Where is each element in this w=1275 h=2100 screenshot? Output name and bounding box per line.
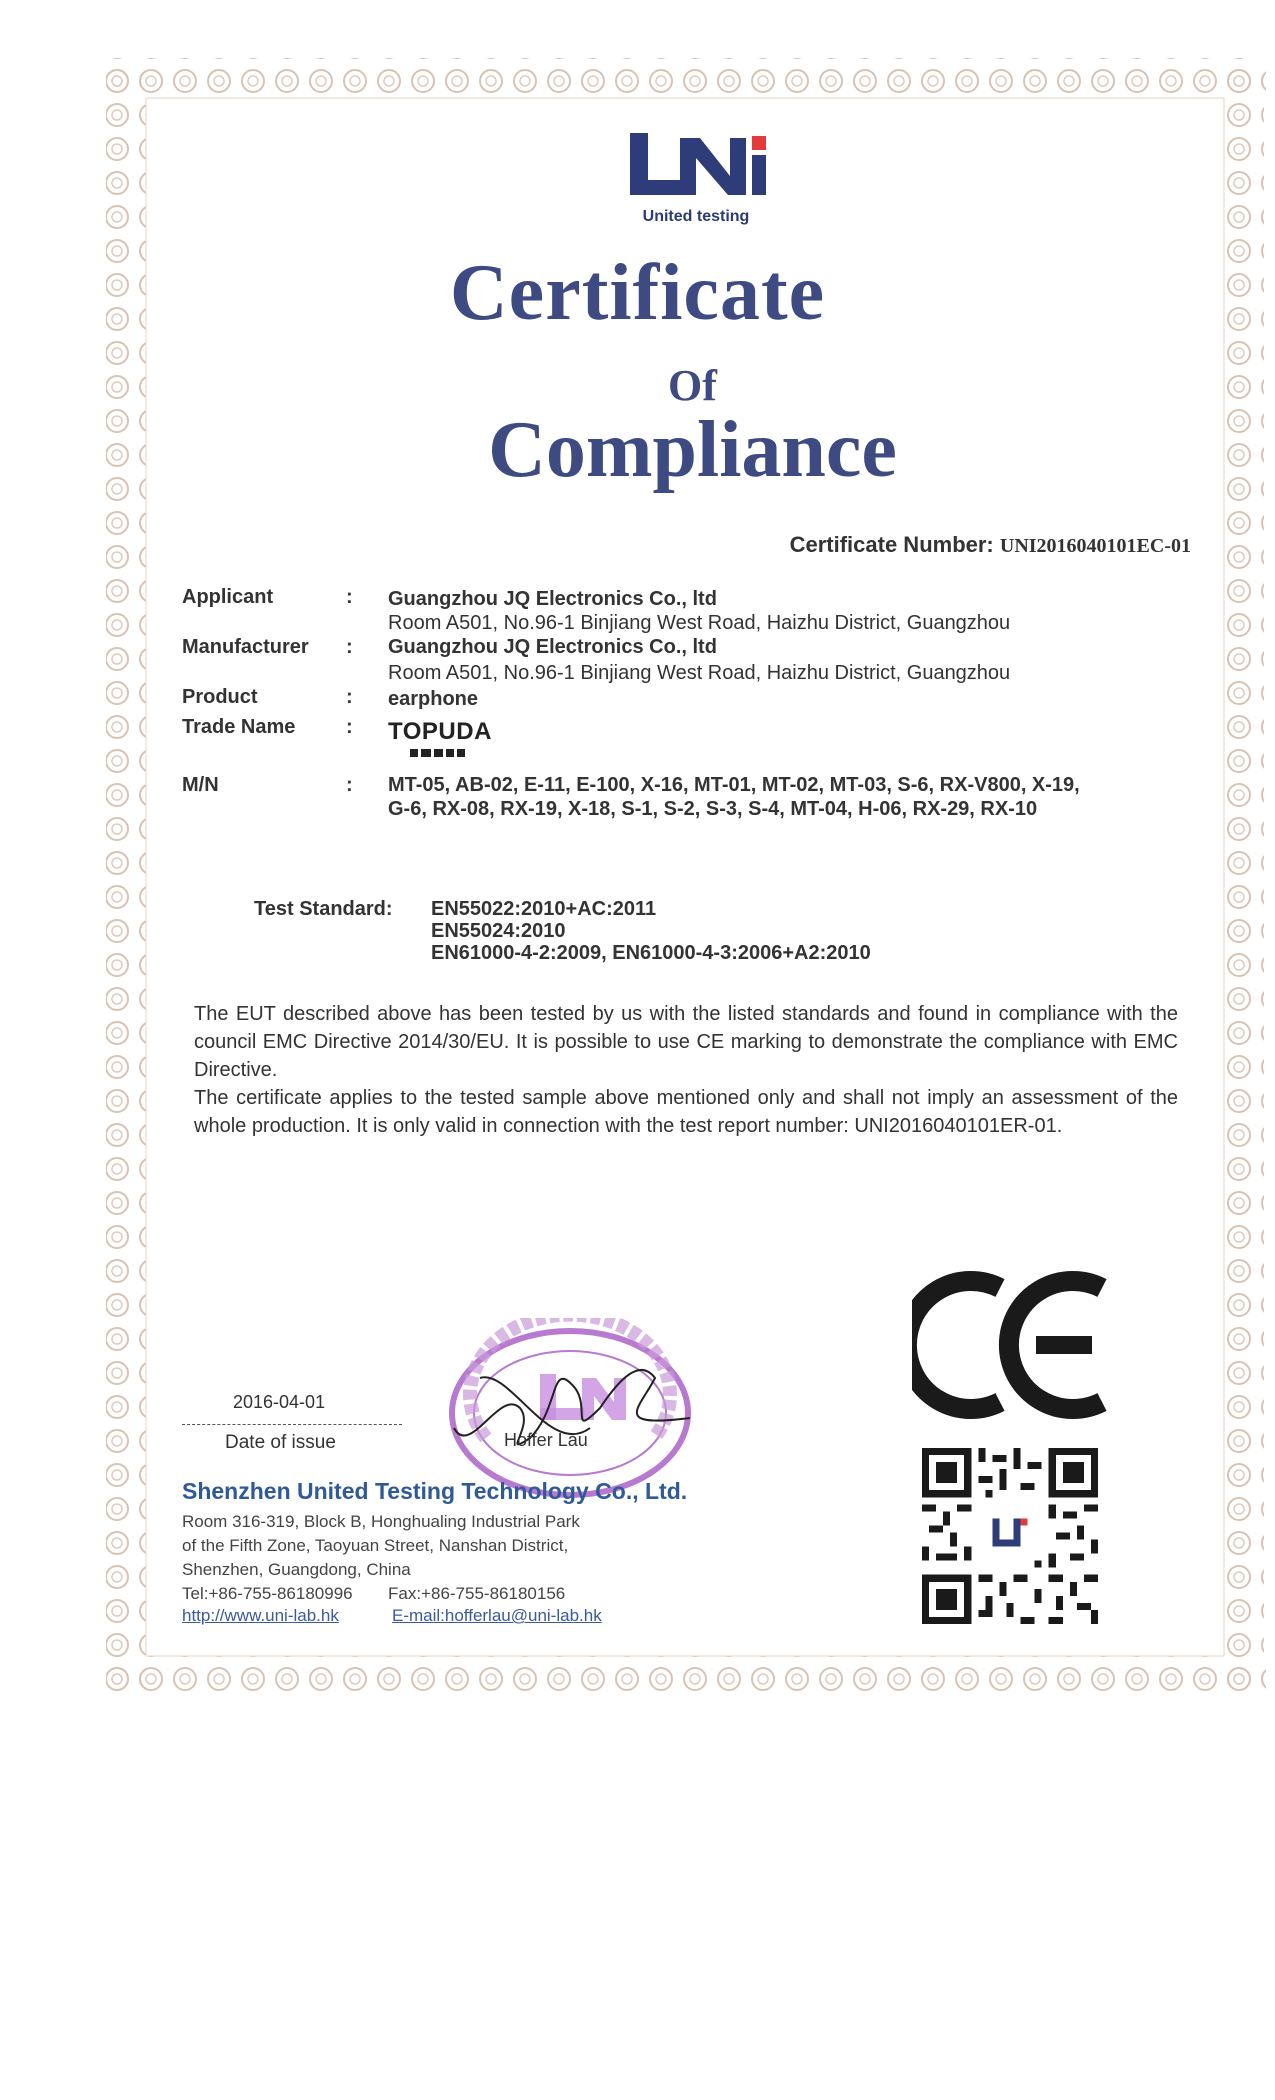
manufacturer-address: Room A501, No.96-1 Binjiang West Road, Haizhu District, Guangzhou bbox=[388, 662, 1011, 684]
issue-date-label: Date of issue bbox=[225, 1432, 336, 1453]
trade-name-logo: TOPUDA bbox=[388, 718, 492, 745]
certificate-number bbox=[790, 532, 1191, 558]
product-value: earphone bbox=[388, 688, 479, 710]
product-label: Product bbox=[182, 686, 258, 708]
manufacturer-name: Guangzhou JQ Electronics Co., ltd bbox=[388, 636, 717, 658]
issuer-address-2: of the Fifth Zone, Taoyuan Street, Nanshan District, bbox=[182, 1536, 569, 1555]
title-compliance: Compliance bbox=[488, 406, 897, 494]
issue-date-line bbox=[182, 1424, 402, 1425]
test-standard-label: Test Standard: bbox=[254, 898, 393, 920]
signer-name: Hoffer Lau bbox=[504, 1430, 588, 1450]
issuer-website-link[interactable]: http://www.uni-lab.hk bbox=[182, 1606, 339, 1625]
applicant-colon: : bbox=[346, 586, 353, 608]
logo-tagline: United testing bbox=[642, 208, 750, 225]
applicant-address: Room A501, No.96-1 Binjiang West Road, Haizhu District, Guangzhou bbox=[388, 612, 1011, 634]
trade-name-colon: : bbox=[346, 716, 353, 738]
manufacturer-label: Manufacturer bbox=[182, 636, 309, 658]
compliance-paragraph: The EUT described above has been tested by us with the listed standards and found in compliance with the council EMC Directive 2014/30/EU. It is possible to use CE marking to demonstrate the compliance with EMC Directive. bbox=[194, 1003, 1178, 1081]
issuer-tel: Tel:+86-755-86180996 bbox=[182, 1584, 353, 1603]
product-colon: : bbox=[346, 686, 353, 708]
mn-line-1: MT-05, AB-02, E-11, E-100, X-16, MT-01, MT-02, MT-03, S-6, RX-V800, X-19, bbox=[388, 774, 1080, 796]
ce-mark-icon bbox=[912, 1270, 1112, 1420]
title-of: Of bbox=[668, 361, 717, 410]
trade-name-chinese-mark bbox=[410, 748, 466, 758]
certificate-number-label: Certificate Number: bbox=[789, 532, 994, 557]
mn-label: M/N bbox=[182, 774, 219, 796]
test-standard-line-1: EN55022:2010+AC:2011 bbox=[431, 898, 657, 920]
issuer-company: Shenzhen United Testing Technology Co., Ltd. bbox=[182, 1478, 688, 1504]
test-standard-line-2: EN55024:2010 bbox=[431, 920, 566, 942]
issuer-email-link[interactable]: E-mail:hofferlau@uni-lab.hk bbox=[392, 1606, 602, 1625]
applicant-name: Guangzhou JQ Electronics Co., ltd bbox=[388, 588, 717, 610]
title-certificate: Certificate bbox=[449, 249, 826, 337]
issuer-fax: Fax:+86-755-86180156 bbox=[388, 1584, 566, 1603]
test-standard-line-3: EN61000-4-2:2009, EN61000-4-3:2006+A2:2010 bbox=[431, 942, 871, 964]
mn-line-2: G-6, RX-08, RX-19, X-18, S-1, S-2, S-3, S-4, MT-04, H-06, RX-29, RX-10 bbox=[388, 798, 1038, 820]
certificate-number-value: UNI2016040101EC-01 bbox=[999, 535, 1191, 557]
issuer-address-1: Room 316-319, Block B, Honghualing Industrial Park bbox=[182, 1512, 580, 1531]
validity-paragraph: The certificate applies to the tested sample above mentioned only and shall not imply an assessment of the whole production. It is only valid in connection with the test report number: UNI2016040101ER-01. bbox=[194, 1087, 1178, 1137]
applicant-label: Applicant bbox=[182, 586, 274, 608]
issue-date: 2016-04-01 bbox=[233, 1392, 326, 1412]
mn-colon: : bbox=[346, 774, 353, 796]
manufacturer-colon: : bbox=[346, 636, 353, 658]
trade-name-label: Trade Name bbox=[182, 716, 296, 738]
issuer-address-3: Shenzhen, Guangdong, China bbox=[182, 1560, 411, 1579]
qr-code bbox=[922, 1448, 1098, 1624]
